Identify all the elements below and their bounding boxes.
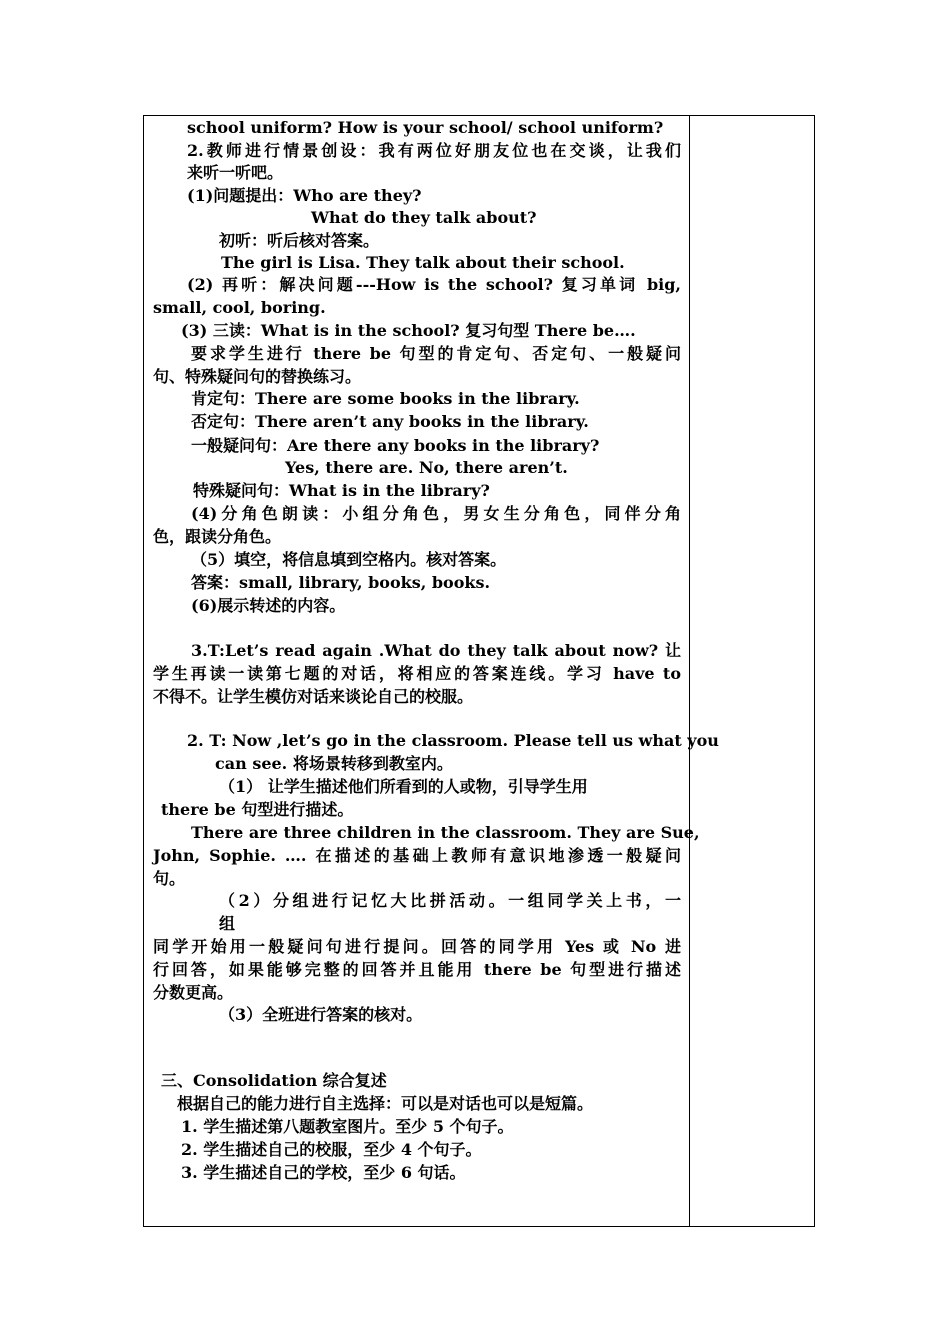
text-line: The girl is Lisa. They talk about their school.: [221, 253, 625, 272]
text-line: There are three children in the classroom. They are Sue,: [191, 823, 700, 842]
text-line: there be 句型进行描述。: [161, 800, 354, 819]
text-line: 一般疑问句：Are there any books in the library?: [191, 436, 600, 455]
text-line: 句、特殊疑问句的替换练习。: [153, 367, 362, 386]
text-line: 答案：small, library, books, books.: [191, 573, 491, 592]
text-line: 3.T:Let’s read again .What do they talk about now? 让: [191, 641, 681, 660]
text-line: (4)分角色朗读：小组分角色，男女生分角色，同伴分角: [191, 504, 681, 523]
section-heading: 三、Consolidation 综合复述: [161, 1071, 387, 1090]
text-line: 要求学生进行 there be 句型的肯定句、否定句、一般疑问: [191, 344, 681, 363]
text-line: 根据自己的能力进行自主选择：可以是对话也可以是短篇。: [177, 1094, 594, 1113]
text-line: 不得不。让学生模仿对话来谈论自己的校服。: [153, 687, 474, 706]
text-line: (6)展示转述的内容。: [191, 596, 346, 615]
text-line: What do they talk about?: [311, 208, 537, 227]
list-item: 3. 学生描述自己的学校，至少 6 句话。: [181, 1163, 466, 1182]
text-line: 组: [219, 914, 236, 933]
text-line: (1)问题提出：Who are they?: [187, 186, 422, 205]
text-line: （5）填空，将信息填到空格内。核对答案。: [191, 550, 507, 569]
text-line: (2) 再听：解决问题---How is the school? 复习单词 big,: [187, 275, 681, 294]
text-line: （2）分组进行记忆大比拼活动。一组同学关上书，一: [219, 891, 681, 910]
text-line: small, cool, boring.: [153, 298, 326, 317]
text-line: （3）全班进行答案的核对。: [219, 1005, 423, 1024]
text-line: 学生再读一读第七题的对话，将相应的答案连线。学习 have to: [153, 664, 681, 683]
text-line: 来听一听吧。: [187, 163, 284, 182]
text-line: 否定句：There aren’t any books in the library.: [191, 412, 589, 431]
text-line: 色，跟读分角色。: [153, 527, 282, 546]
text-line: can see. 将场景转移到教室内。: [215, 754, 453, 773]
list-item: 1. 学生描述第八题教室图片。至少 5 个句子。: [181, 1117, 514, 1136]
text-line: 肯定句：There are some books in the library.: [191, 389, 580, 408]
text-line: （1） 让学生描述他们所看到的人或物，引导学生用: [219, 777, 588, 796]
text-line: 初听：听后核对答案。: [219, 231, 380, 250]
text-line: 分数更高。: [153, 983, 234, 1002]
text-line: 句。: [153, 869, 186, 888]
text-line: school uniform? How is your school/ school uniform?: [187, 118, 664, 137]
column-divider: [689, 115, 690, 1227]
text-line: 2.教师进行情景创设：我有两位好朋友位也在交谈，让我们: [187, 141, 681, 160]
text-line: 同学开始用一般疑问句进行提问。回答的同学用 Yes 或 No 进: [153, 937, 681, 956]
text-line: John, Sophie. …. 在描述的基础上教师有意识地渗透一般疑问: [153, 846, 681, 865]
text-line: Yes, there are. No, there aren’t.: [285, 458, 568, 477]
text-line: 2. T: Now ,let’s go in the classroom. Please tell us what you: [187, 731, 719, 750]
text-line: 行回答，如果能够完整的回答并且能用 there be 句型进行描述: [153, 960, 681, 979]
text-line: (3) 三读：What is in the school? 复习句型 There be….: [181, 321, 636, 340]
list-item: 2. 学生描述自己的校服，至少 4 个句子。: [181, 1140, 482, 1159]
text-line: 特殊疑问句：What is in the library?: [193, 481, 490, 500]
